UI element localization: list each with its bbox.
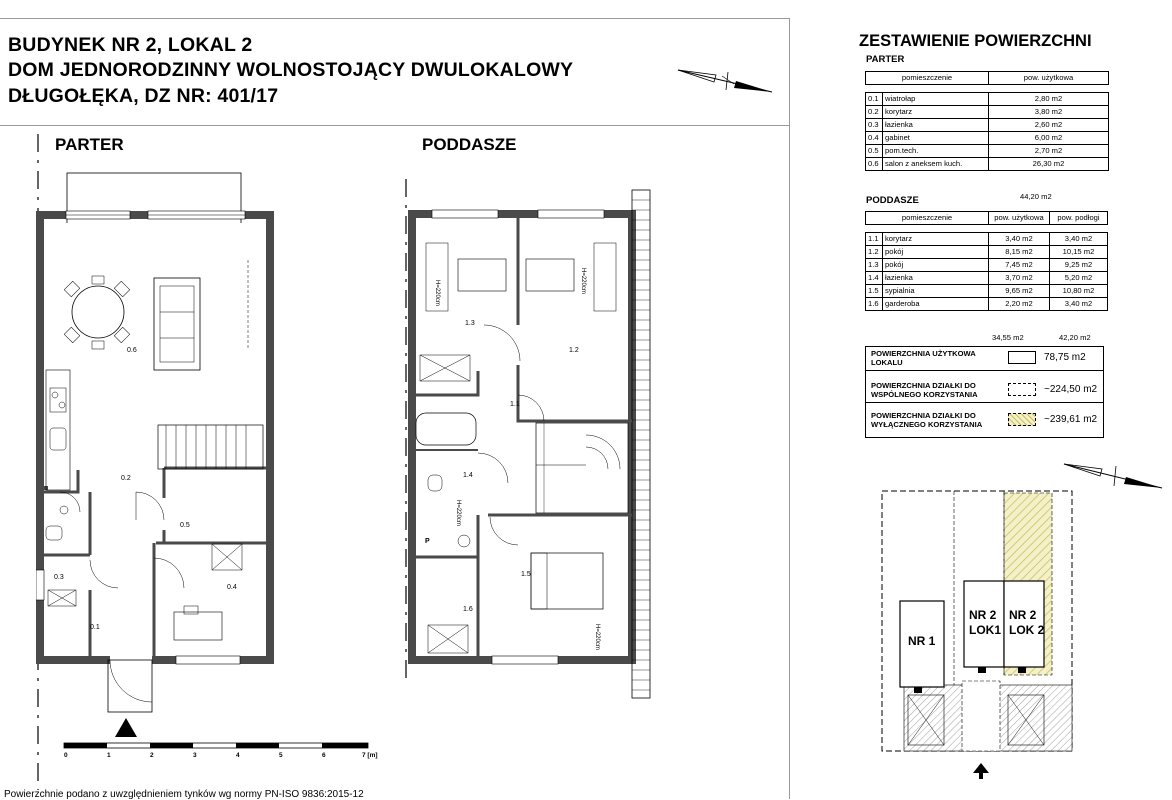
room-tag: P [425, 538, 430, 545]
room-tag: 0.4 [227, 584, 237, 591]
table-row: 1.4 łazienka 3,70 m2 5,20 m2 [866, 272, 1108, 285]
table-row: 0.6 salon z aneksem kuch. 26,30 m2 [866, 158, 1109, 171]
scale-tick: 2 [150, 752, 154, 759]
scale-tick: 1 [107, 752, 111, 759]
site-label-lok2-a: NR 2 [1009, 608, 1037, 622]
frame-top-rule [0, 18, 790, 19]
table-row: 1.2 pokój 8,15 m2 10,15 m2 [866, 246, 1108, 259]
footnote: Powierzchnie podano z uwzględnieniem tynków wg normy PN-ISO 9836:2015-12 [4, 789, 364, 800]
scale-tick: 5 [279, 752, 283, 759]
parter-table [865, 71, 1109, 171]
upper-floor-label: PODDASZE [422, 135, 517, 154]
col-header: pow. podłogi [1050, 212, 1108, 225]
room-tag: 1.1 [510, 401, 520, 408]
summary-title: ZESTAWIENIE POWIERZCHNI [859, 32, 1092, 50]
table-row: 0.2 korytarz 3,80 m2 [866, 106, 1109, 119]
site-label-lok2-b: LOK 2 [1009, 623, 1045, 637]
frame-title-rule [0, 125, 790, 126]
room-tag: 1.6 [463, 606, 473, 613]
poddasze-heading: PODDASZE [866, 195, 919, 206]
room-tag: 0.1 [90, 624, 100, 631]
legend-label: POWIERZCHNIA DZIAŁKI DO WSPÓLNEGO KORZYSTANIA [871, 381, 978, 399]
legend-label: POWIERZCHNIA DZIAŁKI DO WYŁĄCZNEGO KORZYSTANIA [871, 411, 983, 429]
legend-value: ~239,61 m2 [1044, 414, 1098, 425]
site-label-lok1-b: LOK1 [969, 623, 1002, 637]
legend-swatch-dashed [1008, 383, 1036, 396]
scale-tick: 6 [322, 752, 326, 759]
legend-row [866, 379, 1103, 403]
height-note: H=220cm [594, 624, 600, 650]
col-header: pow. użytkowa [989, 212, 1050, 225]
scale-tick: 4 [236, 752, 240, 759]
ground-floor-plan [36, 170, 286, 745]
room-tag: 1.2 [569, 347, 579, 354]
parter-total: 44,20 m2 [1020, 192, 1052, 201]
site-label-lok1-a: NR 2 [969, 608, 997, 622]
legend-swatch-hatched [1008, 413, 1036, 426]
room-tag: 0.5 [180, 522, 190, 529]
room-tag: 0.2 [121, 475, 131, 482]
poddasze-table [865, 211, 1108, 311]
room-tag: 1.4 [463, 472, 473, 479]
height-note: H=220cm [580, 268, 586, 294]
upper-floor-plan [406, 185, 666, 705]
height-note: H=220cm [434, 280, 440, 306]
area-legend [865, 346, 1104, 438]
table-row: 1.1 korytarz 3,40 m2 3,40 m2 [866, 233, 1108, 246]
scale-tick: 7 [m] [362, 752, 378, 759]
title-line-1: BUDYNEK NR 2, LOKAL 2 [8, 34, 253, 56]
room-tag: 0.6 [127, 347, 137, 354]
height-note: H=220cm [455, 500, 461, 526]
poddasze-total-floor: 42,20 m2 [1059, 333, 1091, 342]
room-tag: 0.3 [54, 574, 64, 581]
room-tag: 1.5 [521, 571, 531, 578]
legend-row [866, 409, 1103, 432]
site-label-nr1: NR 1 [908, 634, 936, 648]
title-line-3: DŁUGOŁĘKA, DZ NR: 401/17 [8, 85, 279, 107]
room-tag: 1.3 [465, 320, 475, 327]
table-row: 0.4 gabinet 6,00 m2 [866, 132, 1109, 145]
table-row: 0.3 łazienka 2,60 m2 [866, 119, 1109, 132]
scale-tick: 3 [193, 752, 197, 759]
legend-row [866, 347, 1103, 371]
scale-bar [62, 740, 380, 752]
table-row: 1.6 garderoba 2,20 m2 3,40 m2 [866, 298, 1108, 311]
col-header: pomieszczenie [866, 72, 989, 85]
frame-divider-rule [789, 18, 790, 799]
table-row: 0.5 pom.tech. 2,70 m2 [866, 145, 1109, 158]
scale-tick: 0 [64, 752, 68, 759]
col-header: pomieszczenie [866, 212, 989, 225]
ground-floor-label: PARTER [55, 135, 124, 154]
table-row: 1.5 sypialnia 9,65 m2 10,80 m2 [866, 285, 1108, 298]
legend-value: 78,75 m2 [1044, 352, 1086, 363]
north-arrow-icon [676, 64, 776, 98]
table-row: 1.3 pokój 7,45 m2 9,25 m2 [866, 259, 1108, 272]
col-header: pow. użytkowa [989, 72, 1109, 85]
table-row: 0.1 wiatrołap 2,80 m2 [866, 93, 1109, 106]
legend-value: ~224,50 m2 [1044, 384, 1098, 395]
parter-heading: PARTER [866, 54, 905, 65]
poddasze-total-area: 34,55 m2 [992, 333, 1024, 342]
legend-swatch-solid [1008, 351, 1036, 364]
legend-label: POWIERZCHNIA UŻYTKOWA LOKALU [871, 349, 976, 367]
title-line-2: DOM JEDNORODZINNY WOLNOSTOJĄCY DWULOKALOWY [8, 59, 574, 81]
